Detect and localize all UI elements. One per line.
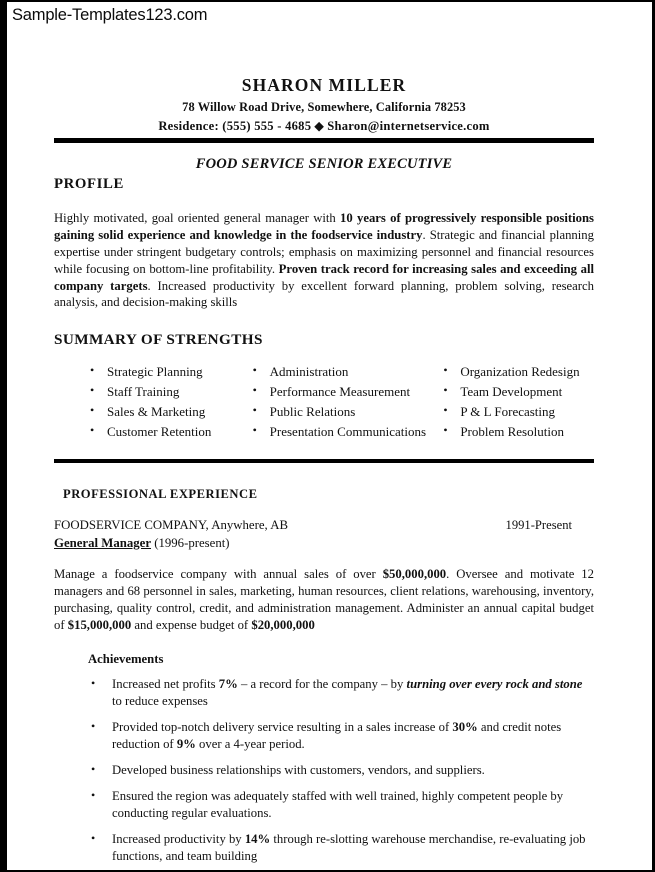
experience-company-row xyxy=(54,518,594,533)
strengths-heading: SUMMARY OF STRENGTHS xyxy=(54,331,263,349)
strength-item: • Staff Training xyxy=(88,382,241,402)
strengths-grid xyxy=(54,362,594,441)
achievement-text: Provided top-notch delivery service resulting in a sales increase of xyxy=(112,719,453,734)
profile-text-3: . Increased productivity by excellent forward planning, problem solving, research analysis, and decision-making skills xyxy=(54,278,594,310)
strengths-column-1 xyxy=(76,362,241,441)
experience-summary xyxy=(54,566,594,634)
achievement-metric: 14% xyxy=(244,831,271,846)
achievement-item xyxy=(88,831,594,865)
strength-item: • Performance Measurement xyxy=(251,382,424,402)
header-divider-rule xyxy=(54,138,594,143)
achievement-text: and credit notes reduction of xyxy=(112,719,562,751)
candidate-email: Sharon@internetservice.com xyxy=(327,118,490,133)
profile-bold-1: 10 years of progressively responsible positions gaining solid experience and knowledge in the foodservice industry xyxy=(54,210,594,242)
experience-heading: PROFESSIONAL EXPERIENCE xyxy=(63,487,258,502)
experience-summary-text-3: and expense budget of xyxy=(131,617,252,632)
experience-job-title-dates: (1996-present) xyxy=(151,535,230,550)
residence-phone: Residence: (555) 555 - 4685 xyxy=(158,118,312,133)
candidate-name: SHARON MILLER xyxy=(241,75,407,95)
profile-text-2: . Strategic and financial planning expertise under stringent budgetary controls; emphasis on maximizing personnel and financial resources while focusing on bottom-line profitability. xyxy=(54,227,594,276)
profile-heading: PROFILE xyxy=(54,175,124,192)
achievement-text: over a 4-year period. xyxy=(195,736,305,751)
strength-item: • Customer Retention xyxy=(88,422,241,442)
strength-item: • Strategic Planning xyxy=(88,362,241,382)
achievement-emphasis: turning over every rock and stone xyxy=(406,676,583,691)
experience-capital-budget: $15,000,000 xyxy=(67,617,132,632)
experience-job-title-row xyxy=(54,536,594,551)
strength-item: • Sales & Marketing xyxy=(88,402,241,422)
experience-company: FOODSERVICE COMPANY, Anywhere, AB xyxy=(54,518,288,533)
strength-item: • Public Relations xyxy=(251,402,424,422)
experience-summary-text-1: Manage a foodservice company with annual sales of over xyxy=(54,567,383,582)
strength-item: • Team Development xyxy=(441,382,594,402)
achievement-metric: 30% xyxy=(452,719,478,734)
achievement-text: to reduce expenses xyxy=(112,693,208,708)
achievement-item xyxy=(88,719,594,753)
profile-text-1: Highly motivated, goal oriented general manager with xyxy=(54,210,341,225)
achievement-metric: 7% xyxy=(218,676,238,691)
achievements-block xyxy=(54,652,594,865)
strength-item: • Problem Resolution xyxy=(441,422,594,442)
candidate-contact xyxy=(54,119,594,133)
candidate-address: 78 Willow Road Drive, Somewhere, California 78253 xyxy=(182,100,466,115)
watermark-label: Sample-Templates123.com xyxy=(12,6,208,24)
experience-dates: 1991-Present xyxy=(505,518,572,533)
diamond-separator-icon: ◆ xyxy=(314,118,325,133)
achievement-metric: 9% xyxy=(176,736,196,751)
achievement-item xyxy=(88,676,594,710)
achievement-text: Increased net profits xyxy=(112,676,219,691)
job-target-title: FOOD SERVICE SENIOR EXECUTIVE xyxy=(195,155,453,172)
achievement-text: – a record for the company – by xyxy=(237,676,407,691)
strength-item: • Administration xyxy=(251,362,424,382)
achievement-item xyxy=(88,788,594,822)
page-border-left xyxy=(0,0,7,872)
achievement-item xyxy=(88,762,594,779)
achievement-text: Developed business relationships with customers, vendors, and suppliers. xyxy=(112,762,485,777)
experience-summary-text-2: . Oversee and motivate 12 managers and 68 personnel in sales, marketing, human resources, client relations, warehousing, inventory, purchasing, quality control, credit, and administration management. Administer an annual capital budget of xyxy=(54,567,594,632)
strength-item: • P & L Forecasting xyxy=(441,402,594,422)
achievement-text: Increased productivity by xyxy=(112,831,245,846)
achievement-text: Ensured the region was adequately staffed with well trained, highly competent people by conducting regular evaluations. xyxy=(112,788,564,820)
resume-content xyxy=(54,0,594,865)
experience-expense-budget: $20,000,000 xyxy=(251,617,315,632)
strengths-column-2 xyxy=(241,362,427,441)
profile-bold-2: Proven track record for increasing sales and exceeding all company targets xyxy=(54,261,594,293)
profile-paragraph xyxy=(54,210,594,311)
experience-annual-sales: $50,000,000 xyxy=(382,567,447,582)
achievements-heading: Achievements xyxy=(88,651,164,666)
strength-item: • Presentation Communications xyxy=(251,422,424,442)
experience-job-title: General Manager xyxy=(54,535,152,550)
strength-item: • Organization Redesign xyxy=(441,362,594,382)
strengths-column-3 xyxy=(423,362,594,441)
achievement-text: through re-slotting warehouse merchandise, re-evaluating job functions, and team building xyxy=(112,831,586,863)
experience-divider-rule xyxy=(54,459,594,463)
